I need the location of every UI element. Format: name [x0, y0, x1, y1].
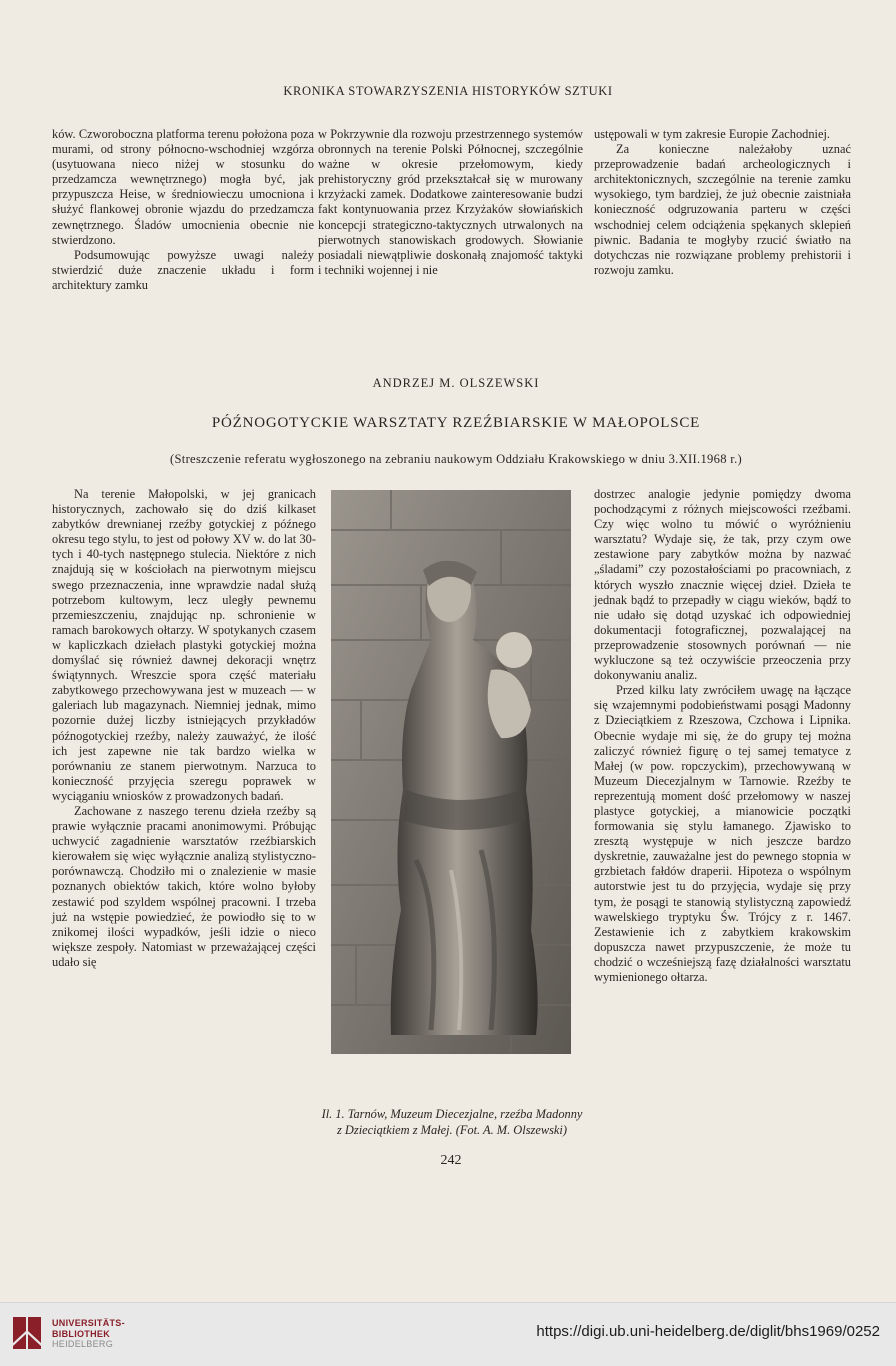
ub-heidelberg-logo-icon [10, 1313, 44, 1353]
article-author: ANDRZEJ M. OLSZEWSKI [372, 376, 540, 390]
paragraph: dostrzec analogie jedynie pomiędzy dwoma pochodzącymi z różnych miejscowości rzeźbami. Czy więc wolno tu mówić o wyróżnieniu warsztatu? Wydaje się, że tak, przy czym owe zestawione pary zabytków można by nazwać „śladаmi” czy pozostałościami po pracowniach, z których wyszło znacznie więcej dzieł. Dzieła te jednak bądź to przepadły w ciągu wieków, bądź to nie udało się dotąd uzyskać ich odpowiedniej dokumentacji fotograficznej, pozwalającej na przeprowadzenie stosownych porównań — nie wykluczone są też oczywiście przeoczenia przy dokonywaniu analiz. [594, 487, 851, 683]
paragraph: Zachowane z naszego terenu dzieła rzeźby są prawie wyłącznie pracami anonimowymi. Próbując uchwycić zagadnienie warsztatów rzeźbiarskich kierowałem się więc wyłącznie analizą stylistyczno-porównawczą. Chodziło mi o znalezienie w masie poznanych obiektów takich, które wolno byłoby zestawić pod szyldem wspólnej pracowni. I trzeba już na wstępie powiedzieć, że powiodło się to w znikomej ilości wypadków, jeśli idzie o nieco większe zespoły. Natomiast w przeważającej części udało się [52, 803, 316, 969]
library-name-line: UNIVERSITÄTS- [52, 1318, 125, 1328]
library-name [52, 1318, 125, 1350]
madonna-sculpture-image [331, 490, 571, 1054]
viewer-footer [0, 1302, 896, 1366]
paragraph: Za konieczne należałoby uznać przeprowadzenie badań archeologicznych i architektonicznych, szczególnie na terenie zamku wysokiego, tym bardziej, że już obecnie zaistniała konieczność odgruzowania parteru w części wschodniej celem odciążenia spękanych sklepień piwnic. Badania te mogłyby rzucić światło na dotychczas nie rozwiązane problemy prehistorii i rozwoju zamku. [594, 142, 851, 277]
paragraph: Przed kilku laty zwróciłem uwagę na łączące się wzajemnymi podobieństwami posągi Madonny z Dzieciątkiem z Rzeszowa, Czchowa i Lipnika. Obecnie wydaje mi się, że do grupy tej można zaliczyć również figurę o tej samej tematyce z Małej (w pow. ropczyckim), przechowywaną w Muzeum Diecezjalnym w Tarnowie. Rzeźby te reprezentują moment dość przełomowy w naszej plastyce gotyckiej, a mianowicie początki formowania się stylu łamanego. Zjawisko to zresztą występuje w nich jeszcze bardzo dyskretnie, zauważalne jest do pewnego stopnia w grzbietach fałdów draperii. Hipoteza o wspólnym autorstwie jest tu do przyjęcia, wydaje się przy tym, że posągi te stanowią stylistyczną zapowiedź wawelskiego tryptyku Św. Trójcy z r. 1467. Zestawienie ich z zabytkiem krakowskim dopuszcza nawet przypuszczenie, że może tu chodzić o wcześniejszą fazę działalności warsztatu wymienionego ołtarza. [594, 683, 851, 984]
paragraph: Il. 1. Tarnów, Muzeum Diecezjalne, rzeźba Madonny z Dzieciątkiem z Małej. (Fot. A. M. Olszewski) [321, 1107, 583, 1137]
top-column-3 [594, 127, 851, 278]
paragraph: Podsumowując powyższe uwagi należy stwierdzić duże znaczenie układu i form architektury zamku [52, 247, 314, 292]
body-column-right [594, 487, 851, 985]
running-head: KRONIKA STOWARZYSZENIA HISTORYKÓW SZTUKI [283, 84, 613, 98]
library-name-line: HEIDELBERG [52, 1339, 114, 1349]
paragraph: ustępowali w tym zakresie Europie Zachodniej. [594, 127, 831, 141]
library-name-line: BIBLIOTHEK [52, 1328, 110, 1339]
paragraph: ków. Czworoboczna platforma terenu położona poza murami, od strony północno-wschodniej wzgórza (usytuowana nieco niżej w stosunku do przedzamcza wewnętrznego) mogła być, jak przypuszcza Heise, w średniowieczu umocniona i służyć flankowej obronie wjazdu do przedzamcza zewnętrznego. Śladów umocnienia obecnie nie stwierdzono. [52, 127, 314, 247]
figure-caption [318, 1095, 586, 1150]
permalink-url[interactable]: https://digi.ub.uni-heidelberg.de/diglit/bhs1969/0252 [536, 1323, 880, 1340]
top-column-2 [318, 127, 583, 278]
madonna-photograph [331, 490, 571, 1054]
top-column-1 [52, 127, 314, 293]
paragraph: w Pokrzywnie dla rozwoju przestrzennego systemów obronnych na terenie Polski Północnej, szczególnie ważne w okresie przełomowym, kiedy prehistoryczny gród przekształcał się w murowany krzyżacki zamek. Dodatkowe zainteresowanie budzi fakt kontynuowania przez Krzyżaków słowiańskich koncepcji strategiczno-taktycznych utrwalonych na pierwotnych stanowiskach grodowych. Słowianie posiadali niewątpliwie doskonałą znajomość taktyki i techniki wojennej i nie [318, 127, 583, 277]
article-subtitle: (Streszczenie referatu wygłoszonego na zebraniu naukowym Oddziału Krakowskiego w dniu 3.XII.1968 r.) [169, 452, 743, 466]
page-number: 242 [440, 1153, 462, 1168]
body-column-left [52, 487, 316, 970]
paragraph: Na terenie Małopolski, w jej granicach historycznych, zachowało się do dziś kilkaset zabytków drewnianej rzeźby gotyckiej z późnego okresu tego stylu, to jest od połowy XV w. do lat 30-tych i 40-tych następnego stulecia. Niektóre z nich znajdują się w kościołach na pierwotnym miejscu swego przeznaczenia, inne wprawdzie nadal służą potrzebom kultowym, lecz uległy pewnemu przemieszczeniu, znajdując np. schronienie w ramach barokowych ołtarzy. W spotykanych czasem w kapliczkach dziełach plastyki gotyckiej można domyślać się również dawnej dekoracji wnętrz świątynnych. Wreszcie spora część materiału zabytkowego przechowywana jest w muzeach — w galeriach lub magazynach. Niemniej jednak, mimo pozornie dużej liczby istniejących przykładów późnogotyckiej rzeźby, należy zauważyć, że ilość ich jest zapewne nie tak bardzo wielka w porównaniu ze stanem pierwotnym. Narzuca to konieczność przyjęcia szeregu poprawek w wyciąganiu wniosków z prowadzonych badań. [52, 487, 316, 803]
article-title: PÓŹNOGOTYCKIE WARSZTATY RZEŹBIARSKIE W MAŁOPOLSCE [211, 415, 701, 431]
